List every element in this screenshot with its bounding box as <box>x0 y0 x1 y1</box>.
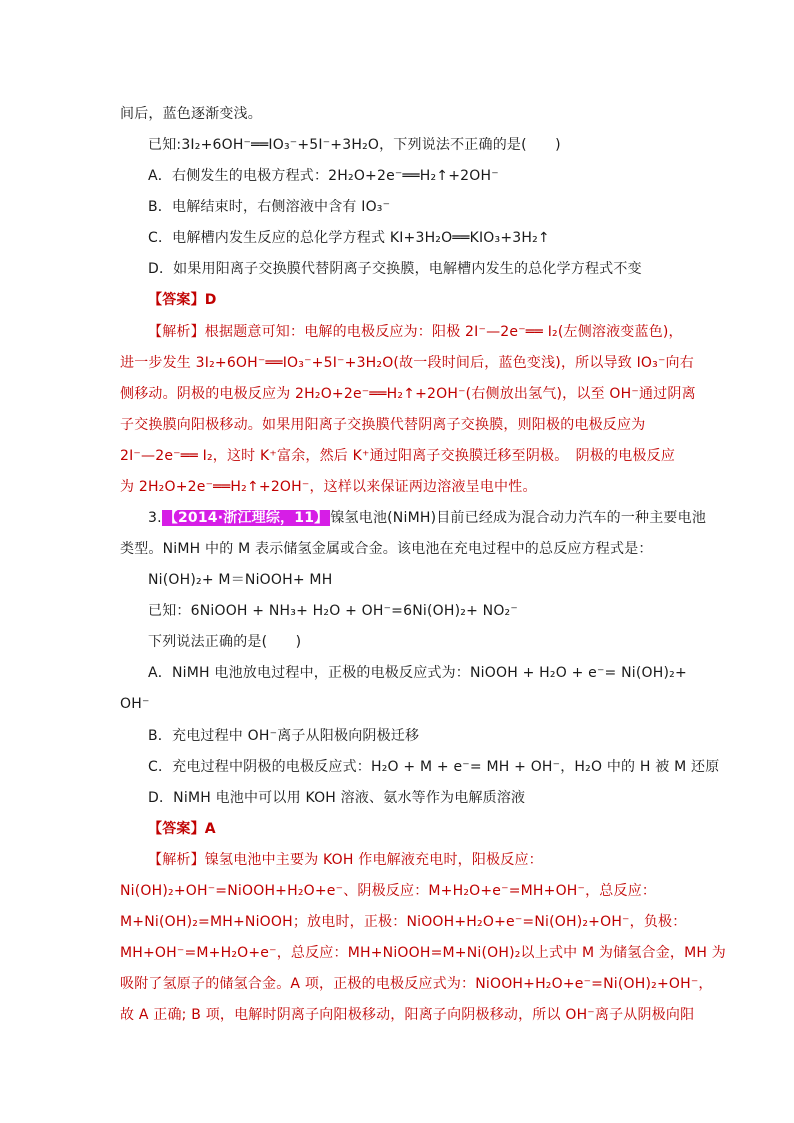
analysis-text: 【解析】镍氢电池中主要为 KOH 作电解液充电时，阳极反应： <box>148 852 543 868</box>
question-prompt: 下列说法正确的是( ) <box>148 634 302 650</box>
source-badge: 【2014·浙江理综，11】 <box>163 510 329 526</box>
option-a: A．右侧发生的电极方程式：2H₂O+2e⁻══H₂↑+2OH⁻ <box>148 168 499 184</box>
analysis-text: Ni(OH)₂+OH⁻=NiOOH+H₂O+e⁻、阴极反应：M+H₂O+e⁻=MH+OH⁻，总反应： <box>120 883 657 899</box>
text-line: 间后，蓝色逐渐变浅。 <box>120 106 262 122</box>
answer-label: 【答案】A <box>148 821 216 837</box>
question-stem: 已知:3I₂+6OH⁻══IO₃⁻+5I⁻+3H₂O，下列说法不正确的是( ) <box>148 137 561 153</box>
analysis-text: MH+OH⁻=M+H₂O+e⁻，总反应：MH+NiOOH=M+Ni(OH)₂以上式中 M 为储氢合金，MH 为 <box>120 945 726 961</box>
question-3-text: 镍氢电池(NiMH)目前已经成为混合动力汽车的一种主要电池 <box>330 510 707 526</box>
option-a-continued: OH⁻ <box>120 696 150 712</box>
question-3-header <box>148 508 706 528</box>
option-b: B．充电过程中 OH⁻离子从阳极向阴极迁移 <box>148 728 420 744</box>
equation-line: Ni(OH)₂+ M＝NiOOH+ MH <box>148 572 333 588</box>
option-c: C．充电过程中阴极的电极反应式：H₂O + M + e⁻= MH + OH⁻，H₂O 中的 H 被 M 还原 <box>148 759 720 775</box>
option-a: A．NiMH 电池放电过程中，正极的电极反应式为：NiOOH + H₂O + e⁻= Ni(OH)₂+ <box>148 665 687 681</box>
question-number: 3. <box>148 510 162 526</box>
option-d: D．NiMH 电池中可以用 KOH 溶液、氨水等作为电解质溶液 <box>148 790 526 806</box>
option-b: B．电解结束时，右侧溶液中含有 IO₃⁻ <box>148 199 391 215</box>
analysis-text: M+Ni(OH)₂=MH+NiOOH；放电时，正极：NiOOH+H₂O+e⁻=Ni(OH)₂+OH⁻，负极： <box>120 914 687 930</box>
given-line: 已知：6NiOOH + NH₃+ H₂O + OH⁻=6Ni(OH)₂+ NO₂⁻ <box>148 603 518 619</box>
analysis-text: 吸附了氢原子的储氢合金。A 项，正极的电极反应式为：NiOOH+H₂O+e⁻=Ni(OH)₂+OH⁻， <box>120 976 713 992</box>
analysis-text: 【解析】根据题意可知：电解的电极反应为：阳极 2I⁻—2e⁻══ I₂(左侧溶液变蓝色)， <box>148 324 683 340</box>
analysis-text: 为 2H₂O+2e⁻══H₂↑+2OH⁻，这样以来保证两边溶液呈电中性。 <box>120 479 537 495</box>
analysis-text: 故 A 正确; B 项，电解时阴离子向阳极移动，阳离子向阴极移动，所以 OH⁻离子从阴极向阳 <box>120 1007 695 1023</box>
analysis-text: 2I⁻—2e⁻══ I₂，这时 K⁺富余，然后 K⁺通过阳离子交换膜迁移至阴极。 阴极的电极反应 <box>120 448 676 464</box>
option-c: C．电解槽内发生反应的总化学方程式 KI+3H₂O══KIO₃+3H₂↑ <box>148 230 550 246</box>
answer-label: 【答案】D <box>148 292 217 308</box>
analysis-text: 子交换膜向阳极移动。如果用阳离子交换膜代替阴离子交换膜，则阳极的电极反应为 <box>120 417 646 433</box>
analysis-text: 进一步发生 3I₂+6OH⁻══IO₃⁻+5I⁻+3H₂O(故一段时间后，蓝色变浅)，所以导致 IO₃⁻向右 <box>120 355 694 371</box>
text-line: 类型。NiMH 中的 M 表示储氢金属或合金。该电池在充电过程中的总反应方程式是： <box>120 541 653 557</box>
analysis-text: 侧移动。阴极的电极反应为 2H₂O+2e⁻══H₂↑+2OH⁻(右侧放出氢气)，以至 OH⁻通过阴离 <box>120 386 696 402</box>
option-d: D．如果用阳离子交换膜代替阴离子交换膜，电解槽内发生的总化学方程式不变 <box>148 261 642 277</box>
